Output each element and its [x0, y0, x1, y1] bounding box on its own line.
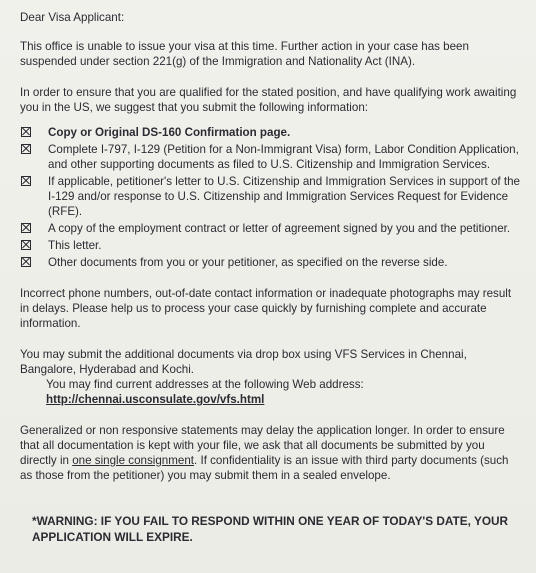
address-note: You may find current addresses at the following Web address:	[46, 378, 364, 391]
checklist-item	[20, 255, 522, 270]
checklist-item	[20, 221, 522, 236]
checked-box-icon	[21, 127, 31, 137]
request-paragraph: In order to ensure that you are qualified for the stated position, and have qualifying work awaiting you in the US, we suggest that you submit the following information:	[20, 86, 517, 114]
checklist-item	[20, 125, 522, 140]
checked-box-icon	[21, 176, 31, 186]
dropbox-paragraph: You may submit the additional documents via drop box using VFS Services in Chennai, Bangalore, Hyderabad and Kochi.	[20, 348, 467, 376]
greeting: Dear Visa Applicant:	[20, 11, 125, 24]
checklist-item-text: Other documents from you or your petitioner, as specified on the reverse side.	[48, 256, 448, 269]
checked-box-icon	[21, 223, 31, 233]
checklist-item	[20, 174, 522, 219]
single-consignment-emphasis: one single consignment	[72, 454, 195, 467]
suspension-paragraph: This office is unable to issue your visa at this time. Further action in your case has been suspended under section 221(g) of the Immigration and Nationality Act (INA).	[20, 40, 469, 68]
checklist-item-text: If applicable, petitioner's letter to U.S. Citizenship and Immigration Services in support of the I-129 and/or response to U.S. Citizenship and Immigration Services Request for Evidence (RFE).	[48, 175, 520, 218]
checked-box-icon	[21, 257, 31, 267]
checklist-item-text: A copy of the employment contract or letter of agreement signed by you and the petitioner.	[48, 222, 511, 235]
checked-box-icon	[21, 240, 31, 250]
checklist-item-text: This letter.	[48, 239, 102, 252]
consignment-text-end: . If confidentiality is an issue with third party documents (such as those from the petitioner) you may submit them in a sealed envelope.	[20, 454, 509, 482]
checked-box-icon	[21, 144, 31, 154]
consignment-paragraph	[20, 423, 522, 483]
contact-info-paragraph: Incorrect phone numbers, out-of-date contact information or inadequate photographs may result in delays. Please help us to process your case quickly by furnishing complete and accurate information.	[20, 287, 512, 330]
vfs-link[interactable]: http://chennai.usconsulate.gov/vfs.html	[46, 393, 265, 406]
checklist-item	[20, 238, 522, 253]
document-checklist	[20, 125, 522, 270]
consignment-text-start: Generalized or non responsive statements may delay the application longer. In order to ensure that all documentation is kept with your file, we ask that all documents be submitted by you directly in	[20, 424, 505, 467]
checklist-item	[20, 142, 522, 172]
expiry-warning: *WARNING: IF YOU FAIL TO RESPOND WITHIN ONE YEAR OF TODAY'S DATE, YOUR APPLICATION WILL EXPIRE.	[32, 514, 509, 544]
checklist-item-text: Copy or Original DS-160 Confirmation page.	[48, 126, 291, 139]
checklist-item-text: Complete I-797, I-129 (Petition for a Non-Immigrant Visa) form, Labor Condition Application, and other supporting documents as filed to U.S. Citizenship and Immigration Services.	[48, 143, 519, 171]
